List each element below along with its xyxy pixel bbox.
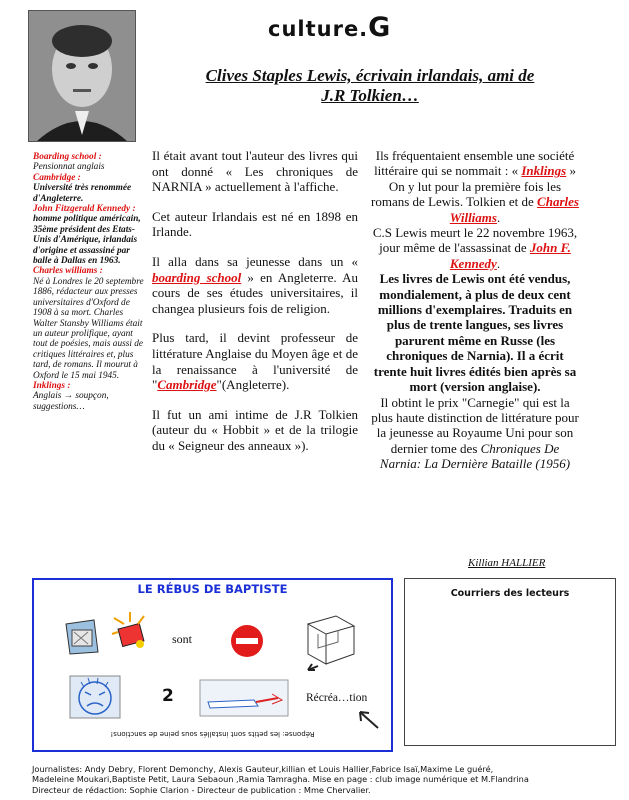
paragraph-youth-end: » en Angleterre. Au cours de ses études universitaires, il changea plusieurs fois de religion. xyxy=(152,269,358,316)
kennedy-link[interactable]: John F. Kennedy xyxy=(449,240,571,271)
rebus-word-recreation: Récréa…tion xyxy=(306,692,368,704)
credits-footer xyxy=(32,764,618,795)
paragraph-sales: Les livres de Lewis ont été vendus, mondialement, à plus de deux cent millions d'exemplaires. Traduits en plus de trente langues, ses livres parurent même en Russe (les chroniques de Narnia). Il a écrit trente huit livres édités bien après sa mort (version anglaise). xyxy=(373,271,577,395)
paragraph-youth-start: Il alla dans sa jeunesse dans un « xyxy=(152,253,358,269)
rebus-title: LE RÉBUS DE BAPTISTE xyxy=(137,582,288,596)
glossary-def-kennedy: homme politique américain, 35ème président des Etats-Unis d'Amérique, irlandais d'origine et assassiné par balle à Dallas en 1963. xyxy=(33,214,141,267)
cube-sketch-picture xyxy=(296,608,362,672)
death-text: C.S Lewis meurt le 22 novembre 1963, jour même de l'assassinat de xyxy=(372,225,578,256)
paragraph-professor xyxy=(152,330,358,392)
article-column-right xyxy=(371,148,579,472)
credits-line-2: Madeleine Moukari,Baptiste Petit, Laura Sebaoun ,Ramia Tamragha. Mise en page : club image numérique et M.Flandrina xyxy=(32,774,529,785)
reader-mail-box xyxy=(404,578,616,746)
paragraph-carnegie xyxy=(371,395,579,472)
author-portrait-photo xyxy=(28,10,136,142)
rebus-answer-upside-down: Réponse: les petits sont installés sous peine de sanctions! xyxy=(110,730,315,738)
rebus-word-sont: sont xyxy=(172,632,193,646)
trash-bin-picture xyxy=(58,612,104,658)
no-entry-sign-icon xyxy=(230,624,264,658)
chroniques-title: Chroniques De Narnia: La Dernière Bataille (1956) xyxy=(379,440,571,472)
glossary-def-cambridge: Université très renommée d'Angleterre. xyxy=(33,183,132,204)
arrow-up-left-icon xyxy=(354,706,382,732)
boarding-school-link[interactable]: boarding school xyxy=(152,269,242,285)
rebus-box xyxy=(32,578,393,752)
exploding-box-picture xyxy=(110,610,150,654)
angry-face-drawing xyxy=(68,674,122,720)
glossary-term-kennedy: John Fitzgerald Kennedy : xyxy=(33,204,136,215)
article-title xyxy=(160,66,580,106)
inklings-link[interactable]: Inklings xyxy=(521,163,567,179)
glossary-column xyxy=(33,152,145,412)
paragraph-intro: Il était avant tout l'auteur des livres qui ont donné « Les chroniques de NARNIA » actuellement à l'affiche. xyxy=(152,148,358,195)
credits-line-3: Directeur de rédaction: Sophie Clarion - Directeur de publication : Mme Chervalier. xyxy=(32,784,371,795)
glossary-def-charles-williams: Né à Londres le 20 septembre 1886, rédacteur aux presses universitaires d'Oxford de 1908 à sa mort. Charles Walter Stansby Williams était un auteur prolifique, ayant tout de poésies, mais aussi de critiques littéraires et, plus tard, de romans. Il mourut à Oxford le 15 mai 1945. xyxy=(33,276,144,381)
glossary-def-boarding-school: Pensionnat anglais xyxy=(33,162,105,173)
logo-g-letter: G xyxy=(368,12,392,43)
paragraph-inklings: Ils fréquentaient ensemble une société littéraire qui se nommait : « Inklings » On y lut pour la première fois les romans de Lewis. Tolkien et de Charles Williams. xyxy=(371,148,579,225)
credits-line-1: Journalistes: Andy Debry, Florent Demonchy, Alexis Gauteur,killian et Louis Hallier,Fabrice Isaï,Maxime Le guéré, xyxy=(32,764,494,774)
rebus-number: 2 xyxy=(162,686,174,706)
paragraph-tolkien: Il fut un ami intime de J.R Tolkien (auteur du « Hobbit » et de la trilogie du « Seigneur des anneaux »). xyxy=(152,406,358,453)
paragraph-birth: Cet auteur Irlandais est né en 1898 en Irlande. xyxy=(152,208,358,240)
title-line-1: Clives Staples Lewis, écrivain irlandais, ami de xyxy=(205,66,535,85)
author-signature: Killian HALLIER xyxy=(468,557,546,569)
inklings-text-start: Ils fréquentaient ensemble une société littéraire qui se nommait : « xyxy=(374,148,575,179)
title-line-2: J.R Tolkien… xyxy=(321,86,419,105)
paragraph-professor-end: "(Angleterre). xyxy=(216,377,290,393)
article-column-middle xyxy=(152,148,358,468)
logo-text: culture. xyxy=(268,17,369,41)
paragraph-professor-start: Plus tard, il devint professeur de littérature Anglaise du Moyen âge et de la renaissance à l'université de " xyxy=(152,330,358,393)
glossary-term-cambridge: Cambridge : xyxy=(33,172,81,183)
reader-mail-title: Courriers des lecteurs xyxy=(450,588,570,599)
glossary-term-inklings: Inklings : xyxy=(33,380,71,391)
carnegie-text: Il obtint le prix "Carnegie" qui est la plus haute distinction de littérature pour la jeunesse au Royaume Uni pour son dernier tome des xyxy=(371,394,579,456)
glossary-term-boarding-school: Boarding school : xyxy=(33,152,102,162)
portrait-illustration xyxy=(29,11,135,141)
pencil-sharpener-drawing xyxy=(198,678,290,718)
paragraph-death: C.S Lewis meurt le 22 novembre 1963, jour même de l'assassinat de John F. Kennedy. xyxy=(372,225,578,271)
cambridge-link[interactable]: Cambridge xyxy=(157,377,217,393)
paragraph-youth xyxy=(152,254,358,316)
charles-williams-link[interactable]: Charles Williams xyxy=(449,194,579,225)
glossary-term-charles-williams: Charles williams : xyxy=(33,266,103,277)
culture-g-logo xyxy=(268,12,391,43)
inklings-text-end: » On y lut pour la première fois les romans de Lewis. Tolkien et de xyxy=(371,163,576,210)
glossary-def-inklings: Anglais → soupçon, suggestions… xyxy=(33,391,109,412)
